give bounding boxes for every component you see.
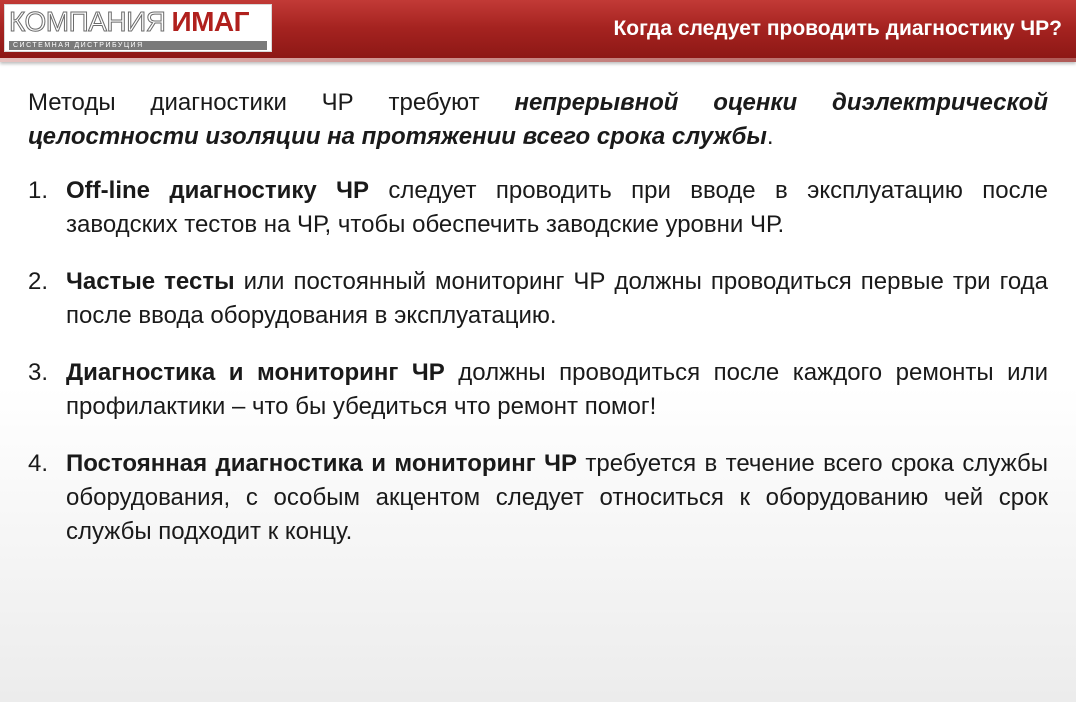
logo-text: [9, 7, 249, 37]
list-item: [28, 447, 1048, 549]
list-item: [28, 356, 1048, 424]
recommendations-list: [28, 174, 1048, 549]
item-bold: Off-line диагностику ЧР: [66, 177, 369, 204]
item-text: должны проводиться после каждого ремонты или профилактики – что бы убедиться что ремонт помог!: [66, 359, 1049, 420]
header-bar: [0, 0, 1076, 62]
slide-title: Когда следует проводить диагностику ЧР?: [613, 17, 1062, 40]
logo-word-imag: ИМАГ: [171, 6, 250, 37]
item-text: следует проводить при вводе в эксплуатацию после заводских тестов на ЧР, чтобы обеспечить заводские уровни ЧР.: [66, 177, 1048, 238]
item-text: или постоянный мониторинг ЧР должны проводиться первые три года после ввода оборудования в эксплуатацию.: [66, 268, 1048, 329]
item-number: 4.: [28, 450, 49, 477]
list-item: [28, 174, 1048, 242]
item-number: 2.: [28, 268, 49, 295]
logo-subtitle: СИСТЕМНАЯ ДИСТРИБУЦИЯ: [9, 41, 267, 50]
item-number: 1.: [28, 177, 49, 204]
slide-content: [28, 86, 1048, 572]
company-logo: [4, 4, 272, 52]
item-number: 3.: [28, 359, 49, 386]
intro-paragraph: [28, 86, 1048, 154]
intro-plain: Методы диагностики ЧР требуют: [28, 89, 515, 116]
item-text: требуется в течение всего срока службы оборудования, с особым акцентом следует относиться к оборудованию чей срок службы подходит к концу.: [66, 450, 1049, 545]
logo-word-company: КОМПАНИЯ: [9, 6, 166, 37]
header-stripe: [0, 58, 1076, 62]
list-item: [28, 265, 1048, 333]
item-bold: Частые тесты: [66, 268, 235, 295]
intro-tail: .: [766, 123, 774, 150]
item-bold: Постоянная диагностика и мониторинг ЧР: [66, 450, 578, 477]
item-bold: Диагностика и мониторинг ЧР: [66, 359, 445, 386]
intro-emphasis: непрерывной оценки диэлектрической целостности изоляции на протяжении всего срока службы: [28, 89, 1048, 150]
